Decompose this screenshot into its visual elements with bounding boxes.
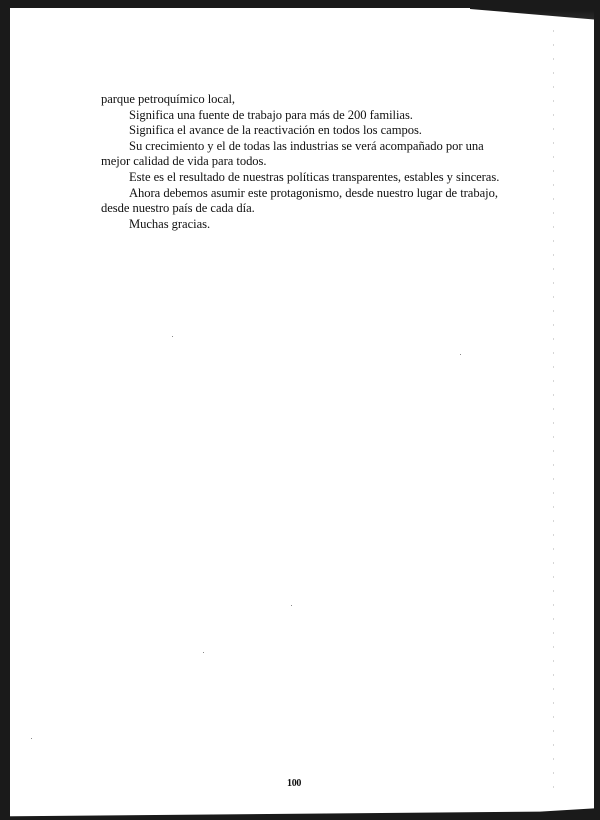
scan-speck — [203, 652, 204, 653]
scan-border-top-right — [470, 0, 600, 20]
scan-speck — [172, 336, 173, 337]
scan-border-left — [0, 0, 10, 820]
scan-speck — [31, 738, 32, 739]
text-line: desde nuestro país de cada día. — [101, 201, 255, 216]
text-line: Ahora debemos asumir este protagonismo, desde nuestro lugar de trabajo, — [129, 185, 498, 200]
text-line: Este es el resultado de nuestras políticas transparentes, estables y sinceras. — [129, 169, 500, 184]
scan-border-bottom — [0, 808, 600, 820]
text-line: Muchas gracias. — [129, 216, 211, 231]
text-line: mejor calidad de vida para todos. — [101, 154, 267, 169]
document-body — [101, 92, 501, 232]
text-line: parque petroquímico local, — [101, 92, 236, 106]
scan-border-right — [594, 0, 600, 820]
scan-speck — [460, 354, 461, 355]
page-number: 100 — [287, 778, 302, 789]
text-line: Su crecimiento y el de todas las industrias se verá acompañado por una — [129, 138, 484, 153]
text-line: Significa el avance de la reactivación en todos los campos. — [129, 123, 422, 138]
scan-speck — [291, 605, 292, 606]
text-line: Significa una fuente de trabajo para más de 200 familias. — [129, 107, 413, 122]
scan-edge-noise — [553, 30, 554, 800]
